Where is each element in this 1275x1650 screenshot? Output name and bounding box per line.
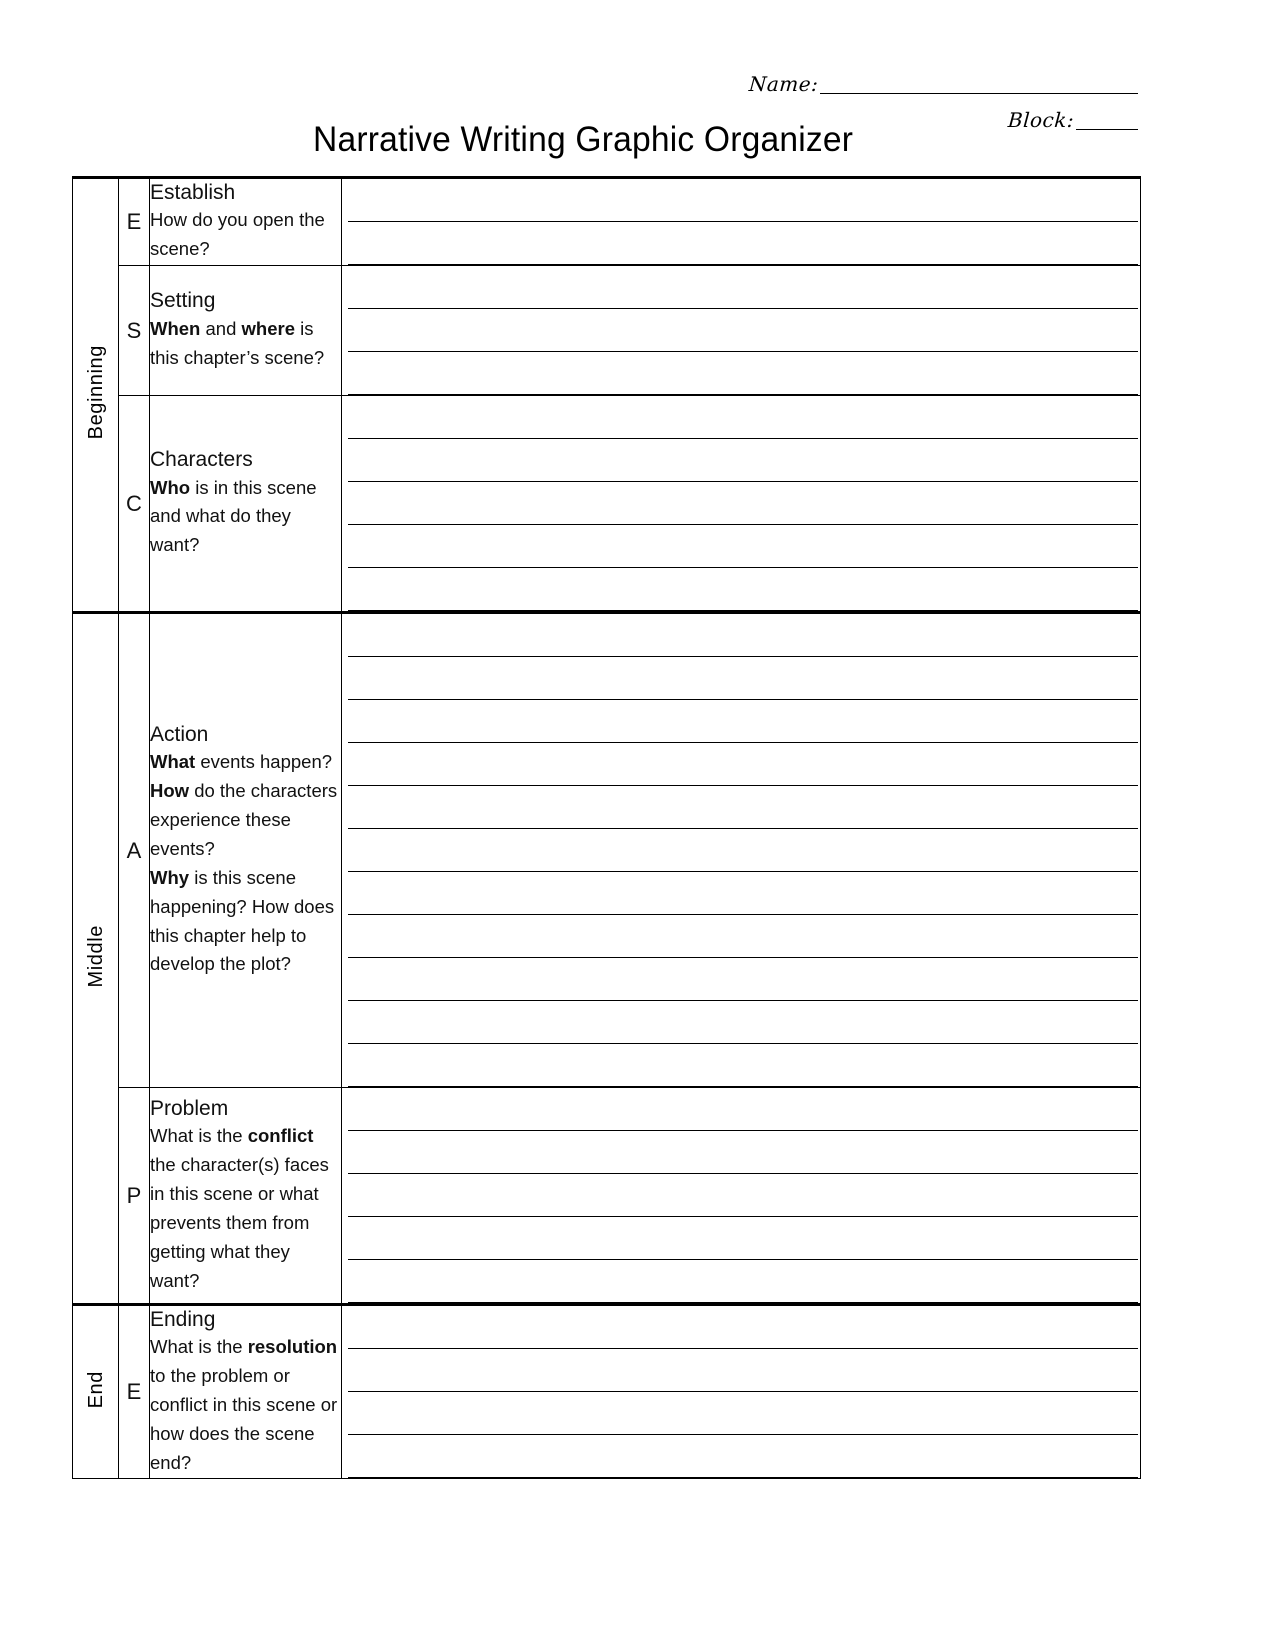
- section-label-text: Beginning: [84, 345, 107, 440]
- writing-line[interactable]: [348, 396, 1138, 439]
- prompt-cell-ending: [150, 1305, 342, 1479]
- organizer-row: [73, 1305, 1141, 1479]
- block-field-row: [1008, 110, 1138, 130]
- prompt-cell-establish: [150, 178, 342, 266]
- writing-line[interactable]: [348, 1088, 1138, 1131]
- prompt-question: Who is in this scene and what do they want?: [150, 476, 317, 556]
- prompt-question: What is the resolution to the problem or conflict in this scene or how does the scene end?: [150, 1336, 338, 1473]
- prompt-question: How do you open the scene?: [150, 209, 325, 260]
- answer-lines-wrap[interactable]: [342, 396, 1140, 611]
- writing-line[interactable]: [348, 743, 1138, 786]
- acronym-letter-e-0-0: E: [119, 178, 150, 266]
- writing-line[interactable]: [348, 525, 1138, 568]
- answer-lines-characters[interactable]: [342, 396, 1141, 613]
- prompt-question: What is the conflict the character(s) faces in this scene or what prevents them from getting what they want?: [150, 1125, 329, 1291]
- organizer-row: [73, 1088, 1141, 1305]
- writing-line[interactable]: [348, 1174, 1138, 1217]
- prompt-title: Characters: [150, 447, 253, 471]
- section-label-end: [73, 1305, 119, 1479]
- answer-lines-ending[interactable]: [342, 1305, 1141, 1479]
- page-header: [0, 0, 1275, 175]
- answer-lines-problem[interactable]: [342, 1088, 1141, 1305]
- section-label-text: Middle: [84, 924, 107, 988]
- writing-line[interactable]: [348, 482, 1138, 525]
- page-title: Narrative Writing Graphic Organizer: [313, 120, 854, 159]
- organizer-row: [73, 613, 1141, 1088]
- answer-lines-wrap[interactable]: [342, 266, 1140, 395]
- section-label-beginning: [73, 178, 119, 613]
- prompt-question: What events happen? How do the characters experience these events? Why is this scene happening? How does this chapter help to develop the plot?: [150, 751, 338, 975]
- writing-line[interactable]: [348, 829, 1138, 872]
- writing-line[interactable]: [348, 266, 1138, 309]
- answer-lines-wrap[interactable]: [342, 1306, 1140, 1478]
- writing-line[interactable]: [348, 1349, 1138, 1392]
- prompt-cell-characters: [150, 396, 342, 613]
- acronym-letter-p-1-1: P: [119, 1088, 150, 1305]
- acronym-letter-c-0-2: C: [119, 396, 150, 613]
- writing-line[interactable]: [348, 352, 1138, 395]
- prompt-title: Ending: [150, 1307, 216, 1331]
- narrative-organizer-table: [72, 176, 1141, 1479]
- prompt-title: Problem: [150, 1096, 229, 1120]
- writing-line[interactable]: [348, 786, 1138, 829]
- section-label-text: End: [84, 1370, 107, 1409]
- block-label: Block:: [1006, 108, 1075, 132]
- acronym-letter-a-1-0: A: [119, 613, 150, 1088]
- answer-lines-establish[interactable]: [342, 178, 1141, 266]
- writing-line[interactable]: [348, 1435, 1138, 1478]
- answer-lines-setting[interactable]: [342, 266, 1141, 396]
- writing-line[interactable]: [348, 568, 1138, 611]
- prompt-cell-problem: [150, 1088, 342, 1305]
- prompt-question: When and where is this chapter’s scene?: [150, 317, 325, 368]
- answer-lines-wrap[interactable]: [342, 179, 1140, 265]
- organizer-row: [73, 178, 1141, 266]
- name-input-rule[interactable]: [820, 91, 1138, 94]
- prompt-cell-setting: [150, 266, 342, 396]
- answer-lines-action[interactable]: [342, 613, 1141, 1088]
- writing-line[interactable]: [348, 915, 1138, 958]
- section-label-middle: [73, 613, 119, 1305]
- writing-line[interactable]: [348, 1131, 1138, 1174]
- writing-line[interactable]: [348, 872, 1138, 915]
- name-label: Name:: [747, 72, 819, 96]
- prompt-cell-action: [150, 613, 342, 1088]
- prompt-title: Action: [150, 722, 209, 746]
- prompt-title: Establish: [150, 180, 236, 204]
- writing-line[interactable]: [348, 309, 1138, 352]
- block-input-rule[interactable]: [1076, 127, 1138, 130]
- writing-line[interactable]: [348, 958, 1138, 1001]
- writing-line[interactable]: [348, 179, 1138, 222]
- answer-lines-wrap[interactable]: [342, 614, 1140, 1087]
- writing-line[interactable]: [348, 1392, 1138, 1435]
- writing-line[interactable]: [348, 700, 1138, 743]
- name-field-row: [749, 74, 1138, 94]
- organizer-row: [73, 266, 1141, 396]
- writing-line[interactable]: [348, 1306, 1138, 1349]
- answer-lines-wrap[interactable]: [342, 1088, 1140, 1303]
- writing-line[interactable]: [348, 439, 1138, 482]
- writing-line[interactable]: [348, 1044, 1138, 1087]
- acronym-letter-e-2-0: E: [119, 1305, 150, 1479]
- writing-line[interactable]: [348, 1260, 1138, 1303]
- writing-line[interactable]: [348, 614, 1138, 657]
- writing-line[interactable]: [348, 657, 1138, 700]
- writing-line[interactable]: [348, 222, 1138, 265]
- writing-line[interactable]: [348, 1217, 1138, 1260]
- acronym-letter-s-0-1: S: [119, 266, 150, 396]
- prompt-title: Setting: [150, 289, 216, 313]
- writing-line[interactable]: [348, 1001, 1138, 1044]
- organizer-row: [73, 396, 1141, 613]
